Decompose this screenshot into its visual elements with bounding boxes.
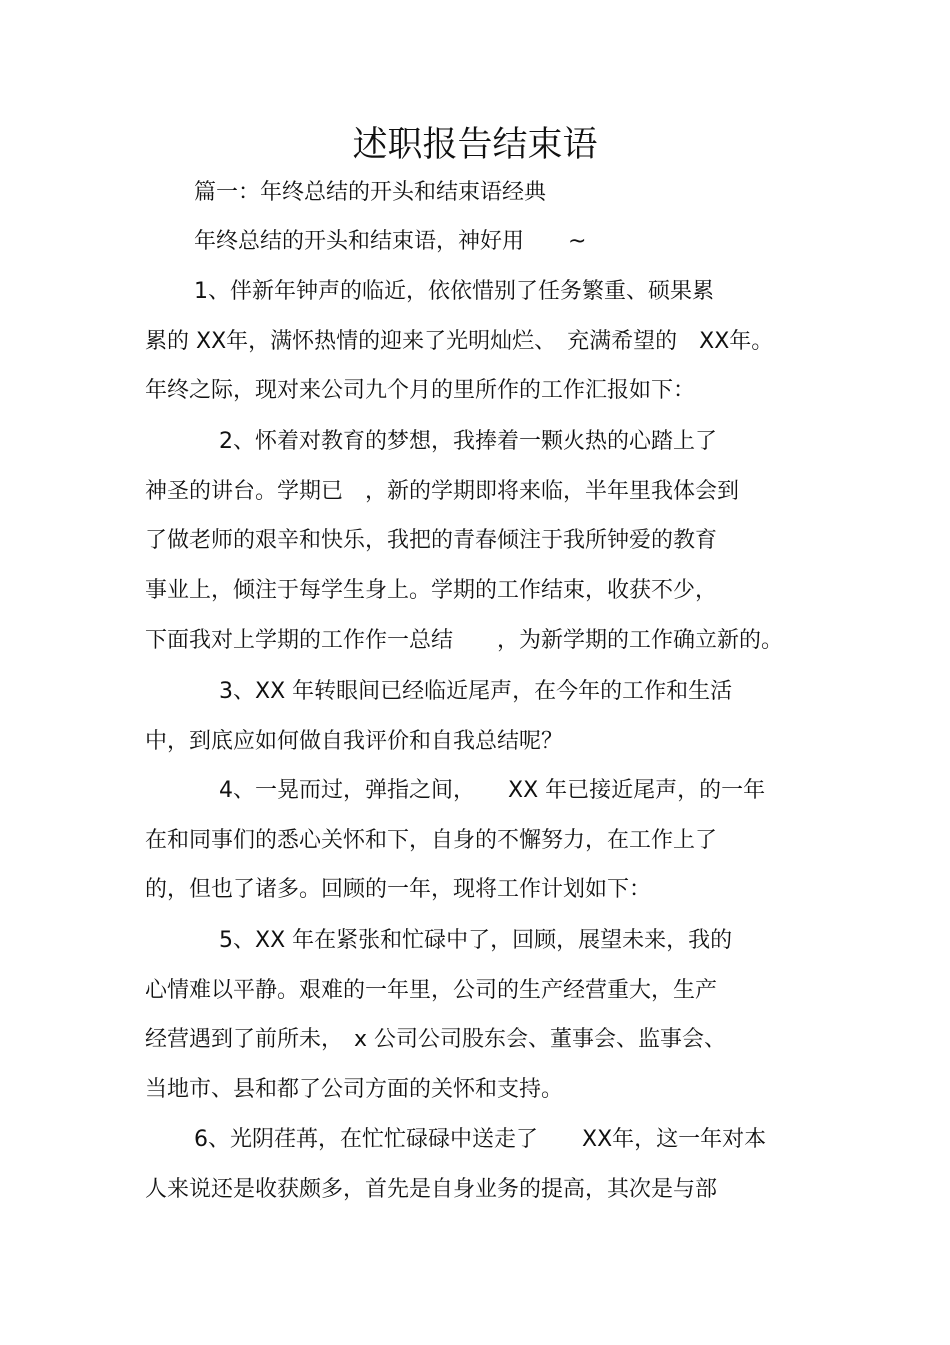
- paragraph-line: 下面我对上学期的工作作一总结 ，为新学期的工作确立新的。: [145, 628, 784, 653]
- paragraph-line: 2、怀着对教育的梦想，我捧着一颗火热的心踏上了: [219, 429, 717, 454]
- paragraph-line: 1、伴新年钟声的临近，依依惜别了任务繁重、硕果累: [194, 279, 714, 304]
- document-intro: 年终总结的开头和结束语，神好用 ~: [194, 229, 587, 254]
- paragraph-line: 的，但也了诸多。回顾的一年，现将工作计划如下：: [145, 877, 652, 902]
- paragraph-line: 3、XX 年转眼间已经临近尾声，在今年的工作和生活: [219, 679, 733, 704]
- paragraph-line: 经营遇到了前所未， x 公司公司股东会、董事会、监事会、: [145, 1027, 727, 1052]
- document-title: 述职报告结束语: [352, 125, 598, 165]
- paragraph-line: 当地市、县和都了公司方面的关怀和支持。: [145, 1077, 564, 1102]
- paragraph-line: 6、光阴荏苒，在忙忙碌碌中送走了 XX年，这一年对本: [194, 1127, 767, 1152]
- document-subtitle: 篇一：年终总结的开头和结束语经典: [194, 180, 547, 205]
- paragraph-line: 事业上，倾注于每学生身上。学期的工作结束，收获不少，: [145, 578, 718, 603]
- paragraph-line: 心情难以平静。艰难的一年里，公司的生产经营重大，生产: [145, 978, 718, 1003]
- paragraph-line: 5、XX 年在紧张和忙碌中了，回顾，展望未来，我的: [219, 928, 733, 953]
- paragraph-line: 了做老师的艰辛和快乐，我把的青春倾注于我所钟爱的教育: [145, 528, 718, 553]
- paragraph-line: 4、一晃而过，弹指之间， XX 年已接近尾声，的一年: [219, 778, 766, 803]
- paragraph-line: 年终之际，现对来公司九个月的里所作的工作汇报如下：: [145, 378, 696, 403]
- paragraph-line: 中，到底应如何做自我评价和自我总结呢？: [145, 729, 564, 754]
- paragraph-line: 神圣的讲台。学期已 ，新的学期即将来临，半年里我体会到: [145, 479, 740, 504]
- paragraph-line: 在和同事们的悉心关怀和下，自身的不懈努力，在工作上了: [145, 828, 718, 853]
- paragraph-line: 累的 XX年，满怀热情的迎来了光明灿烂、 充满希望的 XX年。: [145, 329, 774, 354]
- paragraph-line: 人来说还是收获颇多，首先是自身业务的提高，其次是与部: [145, 1177, 718, 1202]
